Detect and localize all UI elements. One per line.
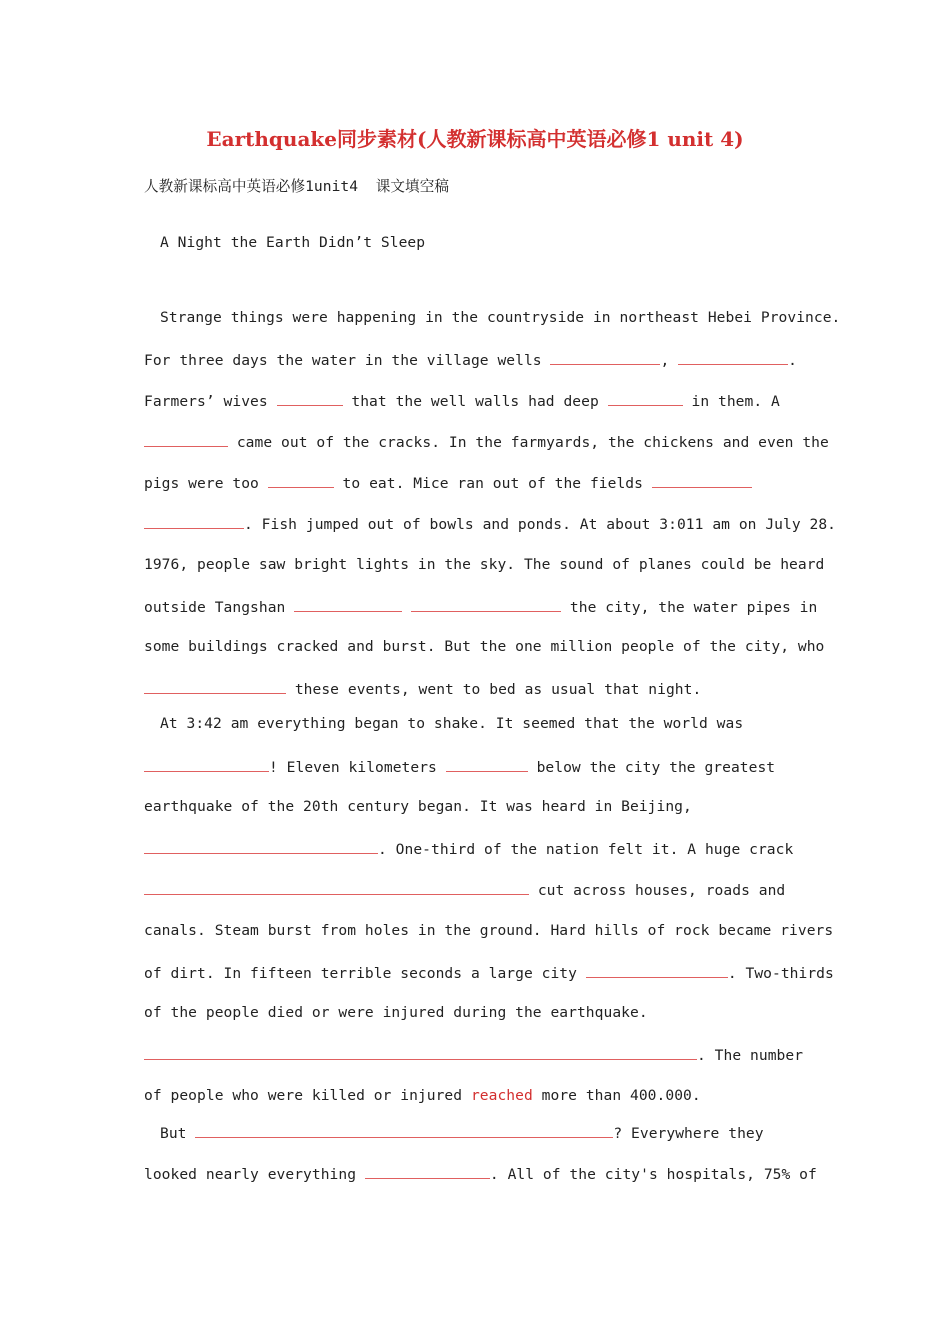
passage-line: Strange things were happening in the countryside in northeast Hebei Province. bbox=[160, 309, 841, 326]
fill-blank[interactable] bbox=[144, 432, 228, 447]
document-title: Earthquake同步素材(人教新课标高中英语必修1 unit 4) bbox=[206, 127, 744, 151]
fill-blank[interactable] bbox=[608, 391, 683, 406]
passage-line: came out of the cracks. In the farmyards, the chickens and even the bbox=[144, 432, 829, 451]
passage-heading: A Night the Earth Didn’t Sleep bbox=[160, 234, 426, 251]
passage-line: canals. Steam burst from holes in the ground. Hard hills of rock became rivers bbox=[144, 922, 834, 939]
fill-blank[interactable] bbox=[195, 1123, 613, 1138]
passage-line: cut across houses, roads and bbox=[144, 880, 785, 899]
passage-line: . One-third of the nation felt it. A huge crack bbox=[144, 839, 793, 858]
passage-line: But ? Everywhere they bbox=[160, 1125, 764, 1142]
passage-line: looked nearly everything . All of the city's hospitals, 75% of bbox=[144, 1166, 817, 1183]
fill-blank[interactable] bbox=[365, 1164, 490, 1179]
fill-blank[interactable] bbox=[294, 597, 402, 612]
highlighted-word: reached bbox=[470, 1087, 533, 1104]
fill-blank[interactable] bbox=[277, 391, 343, 406]
passage-line: At 3:42 am everything began to shake. It seemed that the world was bbox=[160, 715, 744, 732]
fill-blank[interactable] bbox=[144, 757, 269, 772]
fill-blank[interactable] bbox=[550, 350, 660, 365]
passage-line: earthquake of the 20th century began. It was heard in Beijing, bbox=[144, 798, 692, 815]
fill-blank[interactable] bbox=[144, 1045, 697, 1060]
fill-blank[interactable] bbox=[446, 757, 528, 772]
fill-blank[interactable] bbox=[144, 839, 378, 854]
passage-line: outside Tangshan the city, the water pipes in bbox=[144, 599, 818, 616]
passage-line: . Fish jumped out of bowls and ponds. At about 3:011 am on July 28. bbox=[144, 514, 836, 533]
fill-blank[interactable] bbox=[678, 350, 788, 365]
fill-blank[interactable] bbox=[586, 963, 728, 978]
passage-line: Farmers’ wives that the well walls had deep in them. A bbox=[144, 393, 780, 410]
passage-line: 1976, people saw bright lights in the sky. The sound of planes could be heard bbox=[144, 556, 825, 573]
fill-blank[interactable] bbox=[411, 597, 561, 612]
passage-line: some buildings cracked and burst. But the one million people of the city, who bbox=[144, 638, 825, 655]
fill-blank[interactable] bbox=[144, 514, 244, 529]
fill-blank[interactable] bbox=[144, 880, 529, 895]
passage-line: of the people died or were injured during the earthquake. bbox=[144, 1004, 648, 1021]
passage-line: of people who were killed or injured reached more than 400.000. bbox=[144, 1087, 701, 1104]
passage-line: . The number bbox=[144, 1045, 803, 1064]
fill-blank[interactable] bbox=[268, 473, 334, 488]
fill-blank[interactable] bbox=[144, 679, 286, 694]
document-subtitle: 人教新课标高中英语必修1unit4 课文填空稿 bbox=[144, 178, 449, 195]
passage-line: these events, went to bed as usual that night. bbox=[144, 679, 701, 698]
passage-line: ! Eleven kilometers below the city the greatest bbox=[144, 757, 775, 776]
passage-line: pigs were too to eat. Mice ran out of the fields bbox=[144, 473, 752, 492]
fill-blank[interactable] bbox=[652, 473, 752, 488]
passage-line: of dirt. In fifteen terrible seconds a large city . Two-thirds bbox=[144, 965, 834, 982]
passage-line: For three days the water in the village wells , . bbox=[144, 352, 797, 369]
